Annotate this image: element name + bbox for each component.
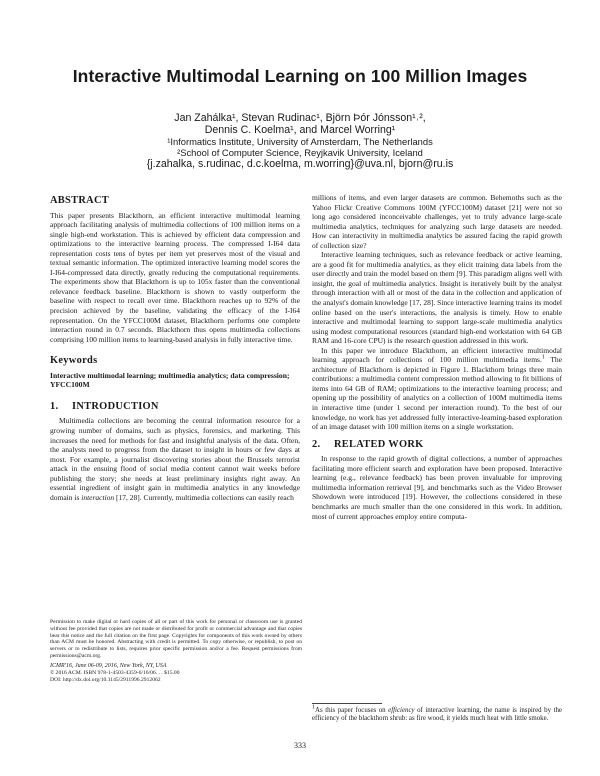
left-column <box>50 196 300 502</box>
author-block <box>60 112 540 171</box>
right-paragraph-2: Interactive learning techniques, such as relevance feedback or active learning, are a good fit for multimedia analytics, as they elicit training data labels from the user directly and train the model based on them [9]. This paradigm aligns well with insight, the goal of multimedia analytics. Insight is iteratively built by the analyst through interaction with all or most of the data in the collection and application of the analyst's domain knowledge [17, 28]. Since interactive learning trains its model online based on the user's interactions, the analysis is timely. How to enable interactive and multimodal learning to support large-scale multimedia analytics using modest computational resources (standard high-end workstation with 64 GB RAM and 16-core CPU) is the research question addressed in this work. <box>312 250 563 346</box>
related-paragraph: In response to the rapid growth of digital collections, a number of approaches facilitating more efficient search and exploration have been proposed. Interactive learning (e.g., relevance feedback) has been proven invaluable for improving multimedia information retrieval [9], and benchmarks such as the Video Browser Showdown were introduced [19]. However, the collections considered in these benchmarks are much smaller than the one considered in this work. In addition, most of current approaches employ entire computa- <box>312 454 562 521</box>
intro-text-b: [17, 28]. Currently, multimedia collections can easily reach <box>114 492 294 502</box>
abstract-heading: ABSTRACT <box>50 195 109 206</box>
affiliation-2: ²School of Computer Science, Reyjkavik University, Iceland <box>177 147 423 159</box>
author-line-2: Dennis C. Koelma¹, and Marcel Worring¹ <box>204 124 396 137</box>
intro-paragraph <box>50 416 300 502</box>
intro-section-title: INTRODUCTION <box>72 400 159 412</box>
abstract-text: This paper presents Blackthorn, an efficient interactive multimodal learning approach facilitating analysis of multimedia collections of 100 million items on a single high-end workstation. This is achieved by efficient data compression and optimizations to the interactive learning process. The compressed I-I64 data representation costs tens of bytes per item yet preserves most of the visual and textual semantic information. The optimized interactive learning model scores the I-I64-compressed data directly, greatly reducing the computational requirements. The experiments show that Blackthorn is up to 105x faster than the conventional relevance feedback baseline. Blackthorn is shown to vastly outperform the baseline with respect to recall over time. Blackthorn reaches up to 92% of the precision achieved by the baseline, validating the efficacy of the I-I64 representation. On the YFCC100M dataset, Blackthorn performs one complete interaction round in 0.7 seconds. Blackthorn thus opens multimedia collections comprising 100 million items to learning-based analysis in fully interactive time. <box>50 210 300 344</box>
right-p3-text-b: The architecture of Blackthorn is depicted in Figure 1. Blackthorn brings three main contributions: a multimedia content compression method allowing to fit billions of items into 64 GB of RAM; optimizations to the interactive learning process; and opening up the possibility of analytics on a collection of 100M multimedia items in interactive time (under 1 second per interaction round). To the best of our knowledge, no work has yet addressed fully interactive-learning-based exploration of an image dataset with 100 million items on a single workstation. <box>312 355 562 432</box>
right-paragraph-1: millions of items, and even larger datasets are common. Behemoths such as the Yahoo Flickr Creative Commons 100M (YFCC100M) dataset [21] were not so long ago considered inconceivable challenges, yet to truly advance large-scale multimedia analytics, techniques for analyzing such large datasets are needed. How can interactivity in multimedia analytics be assured facing the rapid growth of collection size? <box>312 193 562 250</box>
keywords-heading: Keywords <box>50 355 98 367</box>
intro-text-a: Multimedia collections are becoming the central information resource for a growing number of domains, such as physics, forensics, and marketing. This increases the need for methods for fast and insightful analysis of the data. Often, the analysts need to progress from the dataset to insight in hours or few days at most. For example, a journalist discovering stories about the Brussels terrorist attack in the ensuing flood of social media content cannot wait weeks before publishing the story; she needs at least preliminary insights right away. An essential ingredient of insight gain in multimedia analytics in any knowledge domain is <box>50 416 300 502</box>
conference-info <box>50 663 302 670</box>
related-section-number: 2. <box>312 438 321 450</box>
footnote-text-b: of interactive learning, the name is inspired by the efficiency of the blackthorn shrub: as fire wood, it yields much heat with little smoke. <box>312 707 562 723</box>
permission-notice <box>50 619 302 683</box>
right-paragraph-3 <box>312 346 562 432</box>
permission-text: Permission to make digital or hard copies of all or part of this work for personal or classroom use is granted without fee provided that copies are not made or distributed for profit or commercial advantage and that copies bear this notice and the full citation on the first page. Copyrights for components of this work owned by others than ACM must be honored. Abstracting with credit is permitted. To copy otherwise, or republish, to post on servers or to redistribute to lists, requires prior specific permission and/or a fee. Request permissions from permissions@acm.org. <box>50 619 302 659</box>
related-section-title: RELATED WORK <box>334 438 424 450</box>
right-column <box>312 193 562 521</box>
keywords-text: Interactive multimodal learning; multimedia analytics; data compression; YFCC100M <box>50 370 290 390</box>
affiliation-1: ¹Informatics Institute, University of Amsterdam, The Netherlands <box>167 136 433 148</box>
footnote-emphasis: efficiency <box>388 707 415 714</box>
right-p3-text-a: In this paper we introduce Blackthorn, an efficient interactive multimodal learning approach for collections of 100 million multimedia items. <box>312 345 562 365</box>
intro-heading <box>50 402 300 412</box>
footnote-text-a: As this paper focuses on <box>315 707 389 714</box>
footnote-ref[interactable]: 1 <box>541 354 545 361</box>
footnote-rule <box>312 703 382 704</box>
author-emails: {j.zahalka, s.rudinac, d.c.koelma, m.worring}@uva.nl, bjorn@ru.is <box>146 158 454 171</box>
doi-line[interactable]: DOI: http://dx.doi.org/10.1145/2911996.2912062 <box>50 676 161 683</box>
intro-section-number: 1. <box>50 400 59 412</box>
copyright-line: © 2016 ACM. ISBN 978-1-4503-4359-6/16/06. . . $15.00 <box>50 669 180 676</box>
paper-title: Interactive Multimodal Learning on 100 Million Images <box>72 66 528 86</box>
intro-emphasis: interaction <box>81 492 115 502</box>
footnote-mark: 1 <box>312 704 315 711</box>
author-line-1: Jan Zahálka¹, Stevan Rudinac¹, Björn Þór Jónsson¹˒², <box>174 112 426 124</box>
related-heading <box>312 440 562 450</box>
conference-name: ICMR'16, June 06-09, 2016, New York, NY, USA <box>50 662 167 669</box>
footnote <box>312 704 562 724</box>
page-number: 333 <box>294 741 306 750</box>
